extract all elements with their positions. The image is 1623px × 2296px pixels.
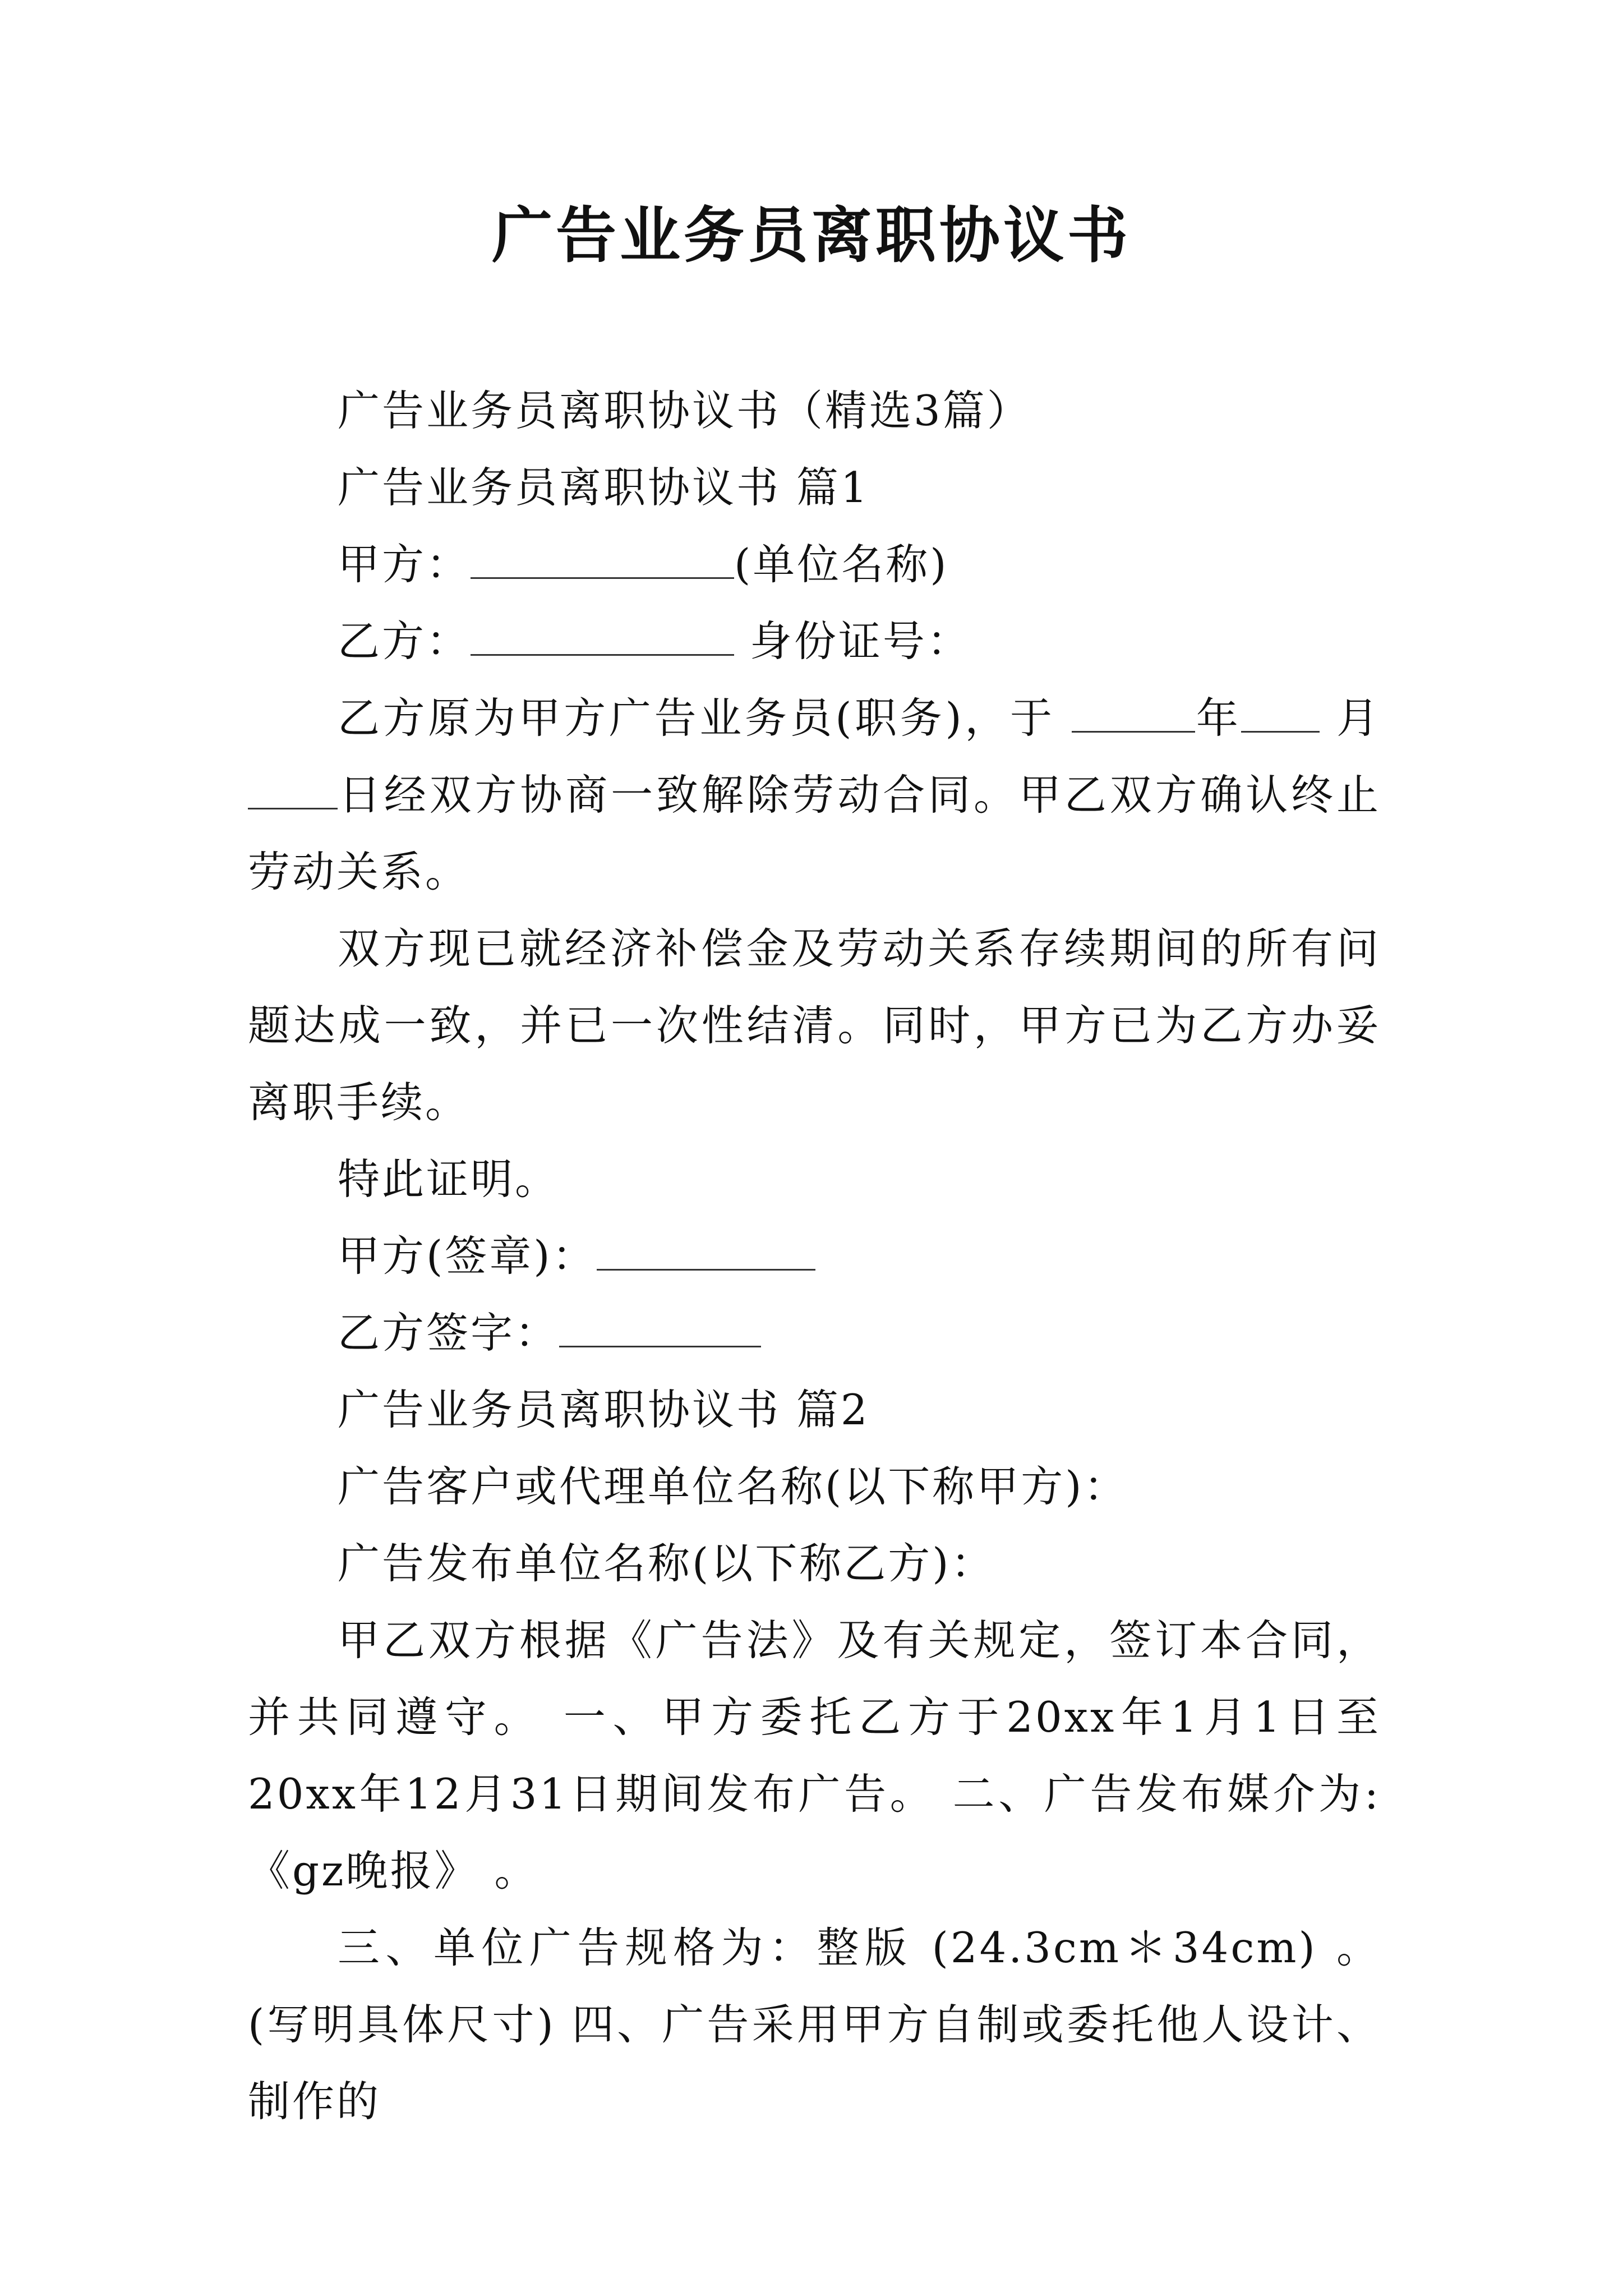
termination-paragraph	[248, 680, 1381, 910]
month-label: 月	[1320, 693, 1381, 743]
sign-b-line	[248, 1295, 1381, 1372]
party-a-blank	[471, 544, 734, 579]
termination-text-start: 乙方原为甲方广告业务员(职务)，于	[338, 693, 1072, 743]
year-label: 年	[1195, 693, 1242, 743]
month-blank	[1241, 697, 1320, 733]
party-a-line	[248, 526, 1381, 603]
document-body	[248, 372, 1381, 2140]
contract-paragraph: 甲乙双方根据《广告法》及有关规定，签订本合同，并共同遵守。 一、甲方委托乙方于20xx年1月1日至20xx年12月31日期间发布广告。 二、广告发布媒介为:《gz晚报》 。	[248, 1616, 1381, 1895]
section-heading-part2: 广告业务员离职协议书 篇2	[338, 1385, 870, 1434]
spec-paragraph: 三、单位广告规格为：整版 (24.3cm＊34cm) 。(写明具体尺寸) 四、广告采用甲方自制或委托他人设计、制作的	[248, 1923, 1381, 2126]
sign-a-label: 甲方(签章)：	[338, 1231, 597, 1281]
sign-a-blank	[597, 1235, 815, 1271]
section-heading-part1: 广告业务员离职协议书 篇1	[338, 463, 870, 512]
sign-a-line	[248, 1218, 1381, 1295]
termination-text-end: 日经双方协商一致解除劳动合同。甲乙双方确认终止劳动关系。	[248, 770, 1381, 896]
party-b-id-label: 身份证号：	[749, 616, 971, 666]
year-blank	[1072, 697, 1195, 733]
day-blank	[248, 774, 338, 809]
sign-b-label: 乙方签字：	[338, 1308, 560, 1358]
client-line: 广告客户或代理单位名称(以下称甲方)：	[338, 1462, 1128, 1511]
publisher-line: 广告发布单位名称(以下称乙方)：	[338, 1539, 995, 1588]
settlement-paragraph: 双方现已就经济补偿金及劳动关系存续期间的所有问题达成一致，并已一次性结清。同时，甲方已为乙方办妥离职手续。	[248, 924, 1381, 1127]
document-subtitle: 广告业务员离职协议书（精选3篇）	[338, 386, 1031, 435]
sign-b-blank	[559, 1312, 761, 1347]
document-title: 广告业务员离职协议书	[491, 200, 1131, 271]
party-b-line	[248, 603, 1381, 680]
party-a-label: 甲方：	[338, 540, 471, 589]
party-b-label: 乙方：	[338, 616, 471, 666]
party-a-suffix: (单位名称)	[734, 540, 949, 589]
party-b-blank	[471, 620, 734, 656]
certify-line: 特此证明。	[338, 1154, 560, 1204]
